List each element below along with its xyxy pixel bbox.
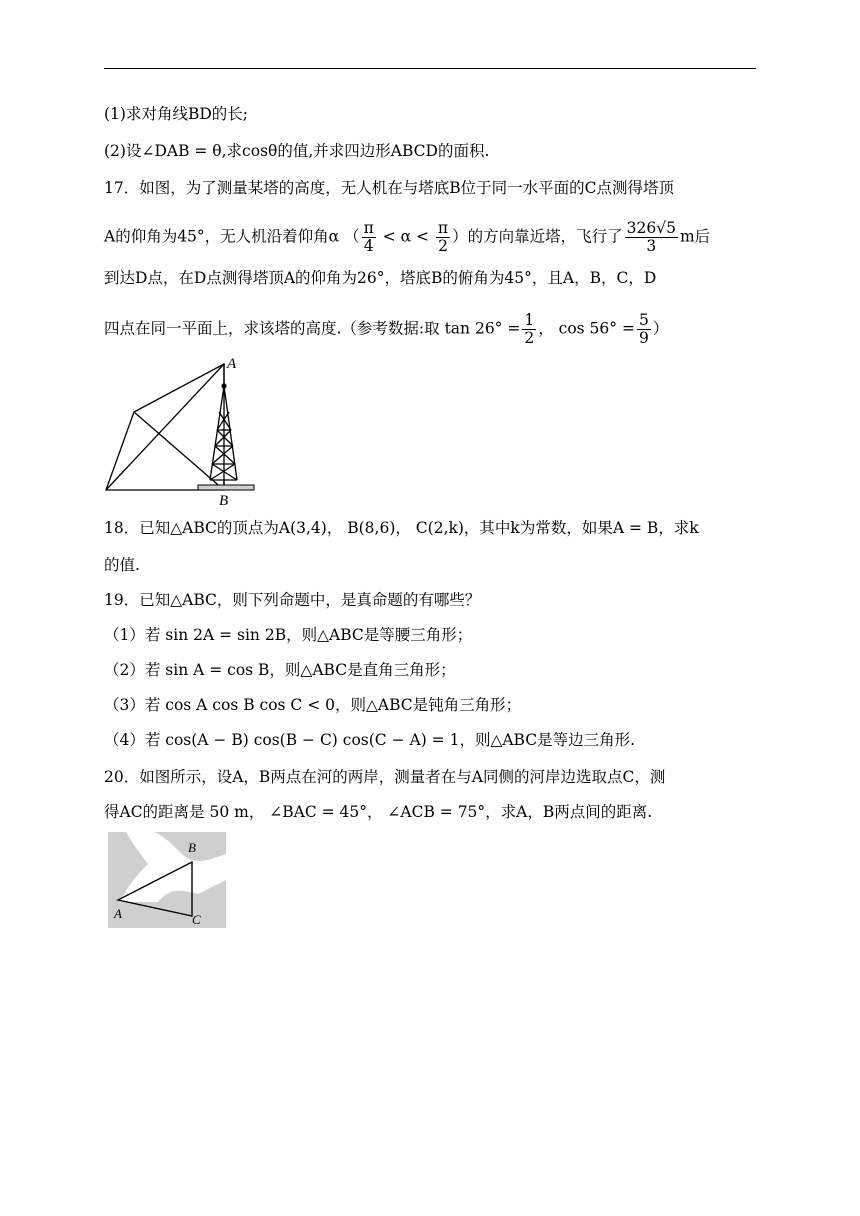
tower-leg-left	[210, 386, 224, 480]
tower-figure	[100, 352, 270, 512]
p17-l4-text: 四点在同一平面上，求该塔的高度.（参考数据:取 tan 26° =	[104, 319, 521, 338]
label-b: B	[219, 493, 229, 509]
p19-intro: 19．已知△ABC，则下列命题中，是真命题的有哪些？	[104, 591, 481, 609]
frac-den: 2	[524, 329, 535, 347]
label-c: C	[192, 912, 201, 927]
p17-frac-distance	[625, 220, 678, 255]
tower-brace	[215, 446, 235, 464]
p17-l2-text: A的仰角为45°，无人机沿着仰角α （	[104, 227, 360, 246]
p17-l2-text-2: ）的方向靠近塔，飞行了	[452, 227, 623, 246]
frac-num: 5	[638, 311, 649, 329]
p17-frac-half	[522, 312, 536, 347]
tower-base	[198, 485, 254, 490]
frac-num: π	[363, 219, 374, 237]
p17-frac-pi-2	[436, 220, 450, 255]
frac-den: 4	[363, 237, 374, 255]
label-a: A	[114, 906, 122, 921]
river-figure	[108, 832, 226, 928]
p16-question-1: (1)求对角线BD的长;	[104, 105, 248, 123]
p16-question-2: (2)设∠DAB = θ,求cosθ的值,并求四边形ABCD的面积.	[104, 142, 490, 160]
p17-l2-unit: m后	[679, 227, 711, 246]
frac-den: 9	[638, 329, 649, 347]
label-a: A	[227, 356, 237, 372]
p17-frac-pi-4	[362, 220, 376, 255]
frac-num: 1	[524, 311, 535, 329]
p17-line-1: 17．如图，为了测量某塔的高度，无人机在与塔底B位于同一水平面的C点测得塔顶	[104, 179, 674, 197]
p17-frac-five-ninths	[637, 312, 651, 347]
p20-line-1: 20．如图所示，设A，B两点在河的两岸，测量者在与A同侧的河岸边选取点C，测	[104, 768, 666, 786]
frac-num: 326√5	[626, 219, 676, 237]
p19-item-4: （4）若 cos(A − B) cos(B − C) cos(C − A) = 1，则△ABC是等边三角形.	[104, 731, 636, 749]
p20-line-2: 得AC的距离是 50 m， ∠BAC = 45°， ∠ACB = 75°，求A，B两点间的距离.	[104, 803, 653, 821]
frac-den: 3	[646, 237, 657, 255]
p18-line-2: 的值.	[104, 556, 140, 574]
p17-line-4	[104, 312, 668, 347]
p17-line-2	[104, 220, 710, 255]
tower-brace	[210, 464, 235, 480]
p19-item-2: （2）若 sin A = cos B，则△ABC是直角三角形；	[104, 661, 456, 679]
tower-top-dot	[221, 383, 226, 388]
p19-item-3: （3）若 cos A cos B cos C < 0，则△ABC是钝角三角形；	[104, 696, 522, 714]
p17-l4-close: ）	[652, 319, 669, 338]
diagonal-ca	[106, 364, 224, 490]
p17-l2-ineq: < α <	[377, 227, 434, 246]
p17-line-3: 到达D点，在D点测得塔顶A的仰角为26°，塔底B的俯角为45°，且A，B，C，D	[104, 269, 657, 287]
tower-leg-right	[224, 386, 237, 480]
frac-den: 2	[438, 237, 448, 255]
p17-l4-cos: ， cos 56° =	[538, 319, 635, 338]
p18-line-1: 18．已知△ABC的顶点为A(3,4)， B(8,6)， C(2,k)，其中k为常数，如果A = B，求k	[104, 519, 699, 537]
p19-item-1: （1）若 sin 2A = sin 2B，则△ABC是等腰三角形；	[104, 626, 473, 644]
frac-num: π	[437, 219, 449, 237]
header-rule	[104, 68, 756, 69]
label-b: B	[188, 840, 196, 855]
